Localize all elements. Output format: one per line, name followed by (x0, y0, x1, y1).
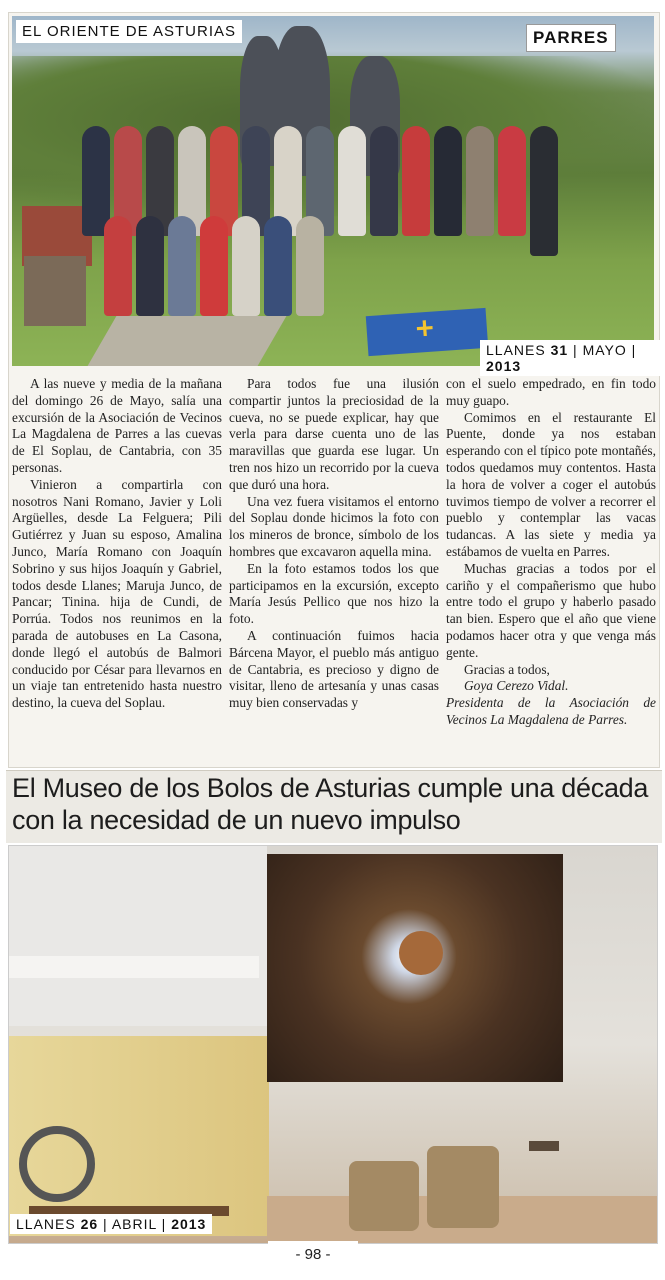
article-body (12, 376, 656, 762)
display-shelf (9, 956, 259, 978)
paragraph: Gracias a todos, (464, 661, 550, 677)
paragraph: A continuación fuimos hacia Bárcena Mayor, el pueblo más antiguo de Cantabria, es precioso y digno de visitar, lleno de artesanía y unas casas muy bien conservadas y (229, 627, 439, 711)
signature-title: Presidenta de la Asociación de Vecinos La Magdalena de Parres. (446, 695, 656, 727)
wooden-stool (529, 1141, 559, 1211)
publication-date: LLANES 26 | ABRIL | 2013 (10, 1214, 212, 1234)
paragraph: En la foto estamos todos los que participamos en la excursión, excepto María Jesús Pellico que nos hizo la foto. (229, 560, 439, 627)
paragraph: con el suelo empedrado, en fin todo muy guapo. (446, 376, 656, 408)
burlap-sack (427, 1146, 499, 1228)
publication-date: LLANES 31 | MAYO | 2013 (480, 340, 665, 376)
headline: El Museo de los Bolos de Asturias cumple una década con la necesidad de un nuevo impulso (12, 773, 649, 835)
asturias-flag (366, 308, 488, 356)
paragraph: Para todos fue una ilusión compartir juntos la preciosidad de la cueva, no se puede explicar, hay que verla para darse cuenta uno de las maravillas que guarda ese lugar. Un tren nos hizo un recorrido por la cueva que duró una hora. (229, 376, 439, 492)
group-photo (12, 16, 654, 366)
museum-wall (9, 846, 267, 1026)
paragraph: Vinieron a compartirla con nosotros Nani Romano, Javier y Loli Argüelles, desde La Felguera; Pili Gutiérrez y Juan su esposo, Amalina Junco, María Romano con Joaquín Sobrino y sus hijos Joaquín y Gabriel, todos desde Llanes; Maruja Junco, de Pancar; Tinina. hija de Cundi, de Porrúa. Todos nos reunimos en la parada de autobuses en La Casona, donde llegó el autobús de Balmori conducido por César para llevarnos en un viaje tan entretenido hasta nuestro destino, la cueva del Soplau. (12, 476, 222, 711)
article-column-3 (446, 376, 656, 762)
section-label: PARRES (526, 24, 616, 52)
signature-name: Goya Cerezo Vidal. (464, 678, 569, 694)
page-number: - 98 - (268, 1241, 358, 1269)
paragraph: Una vez fuera visitamos el entorno del Soplau donde hicimos la foto con los mineros de bronce, símbolo de los hombres que excavaron aquella mina. (229, 493, 439, 559)
paragraph: A las nueve y media de la mañana del domingo 26 de Mayo, salía una excursión de la Asociación de Vecinos La Magdalena de Parres a las cuevas de El Soplau, de Cantabria, con 35 personas. (12, 376, 222, 475)
newspaper-name: EL ORIENTE DE ASTURIAS (16, 20, 242, 43)
bowling-ball (399, 931, 443, 975)
victory-cross-icon (416, 320, 433, 337)
paragraph: Muchas gracias a todos por el cariño y el compañerismo que hubo entre todo el grupo y haberlo pasado tan bien. Espero que el año que viene podamos hacer otra y que venga más gente. (446, 560, 656, 660)
stone-wall (24, 256, 86, 326)
paragraph: Comimos en el restaurante El Puente, donde ya nos estaban esperando con el típico pote montañés, todos quedamos muy contentos. Hasta la hora de volver a coger el autobús tuvimos tiempo de volver a recorrer el pueblo y contemplar las vacas tudancas. A las siete y media ya estábamos de vuelta en Parres. (446, 409, 656, 559)
article-column-1 (12, 376, 222, 762)
burlap-sack (349, 1161, 419, 1231)
stone-path (88, 316, 287, 366)
article-column-2 (229, 376, 439, 762)
museum-photo (8, 845, 658, 1244)
crowd-front-row (104, 216, 328, 316)
lathe-wheel (19, 1126, 95, 1202)
